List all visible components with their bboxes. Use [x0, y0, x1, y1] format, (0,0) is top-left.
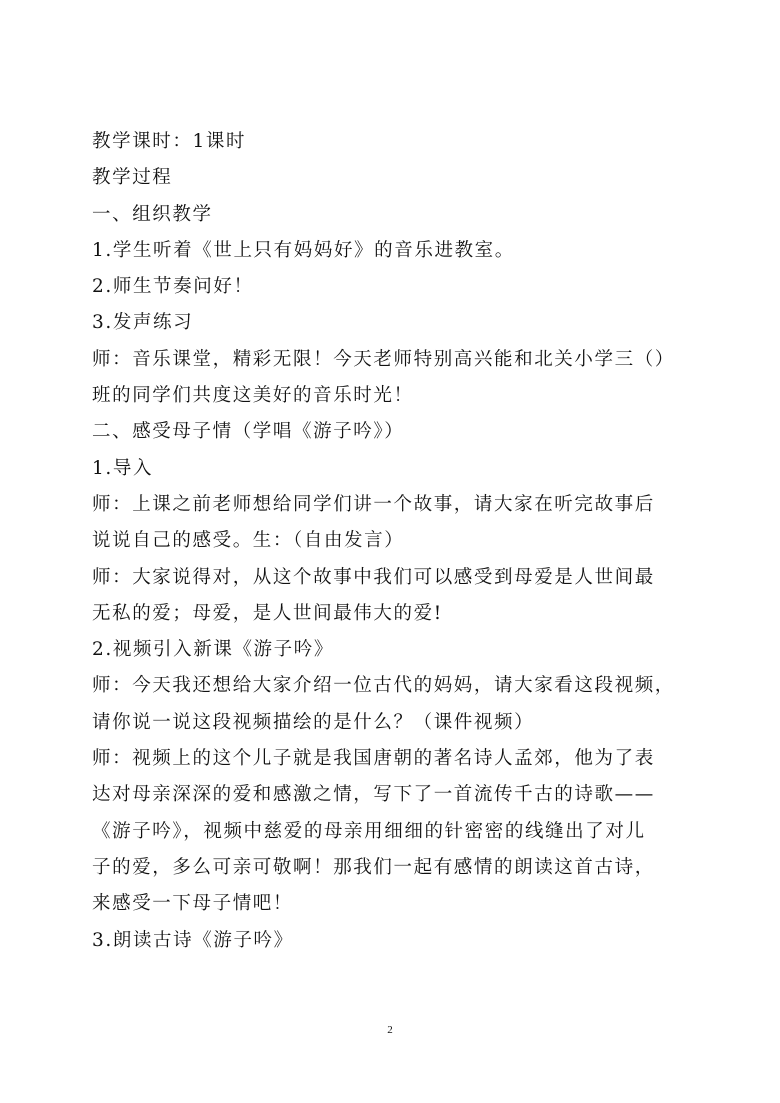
text-line: 说说自己的感受。生：（自由发言）: [92, 530, 405, 552]
text-line: 《游子吟》，视频中慈爱的母亲用细细的针密密的线缝出了对儿: [92, 820, 646, 842]
document-body: [92, 124, 692, 959]
text-line: 师：大家说得对，从这个故事中我们可以感受到母爱是人世间最: [92, 566, 655, 588]
text-line: 师：今天我还想给大家介绍一位古代的妈妈，请大家看这段视频，: [92, 675, 675, 697]
text-line: 班的同学们共度这美好的音乐时光！: [92, 385, 414, 407]
text-line: 2.视频引入新课《游子吟》: [92, 639, 334, 661]
section-heading: 二、感受母子情（学唱《游子吟》）: [92, 421, 405, 443]
text-line: 师：上课之前老师想给同学们讲一个故事，请大家在听完故事后: [92, 493, 655, 515]
text-line: 子的爱，多么可亲可敬啊！那我们一起有感情的朗读这首古诗，: [92, 856, 655, 878]
text-line: 达对母亲深深的爱和感激之情，写下了一首流传千古的诗歌——: [92, 784, 655, 806]
text-line: 来感受一下母子情吧！: [92, 893, 294, 915]
text-line: 2.师生节奏问好！: [92, 276, 254, 298]
text-line: 3.发声练习: [92, 312, 194, 334]
text-line: 无私的爱；母爱，是人世间最伟大的爱!: [92, 602, 443, 624]
page-number: 2: [387, 1024, 393, 1036]
text-line: 请你说一说这段视频描绘的是什么？（课件视频）: [92, 711, 535, 733]
text-line: 教学课时：1课时: [92, 131, 247, 152]
text-line: 1.学生听着《世上只有妈妈好》的音乐进教室。: [92, 239, 515, 261]
text-line: 师：视频上的这个儿子就是我国唐朝的著名诗人孟郊，他为了表: [92, 748, 655, 770]
text-line: 3.朗读古诗《游子吟》: [92, 929, 294, 951]
text-line: 师：音乐课堂，精彩无限！今天老师特别高兴能和北关小学三（）: [92, 348, 675, 370]
text-line: 1.导入: [92, 457, 154, 479]
text-line: 教学过程: [92, 167, 173, 189]
section-heading: 一、组织教学: [92, 203, 213, 225]
